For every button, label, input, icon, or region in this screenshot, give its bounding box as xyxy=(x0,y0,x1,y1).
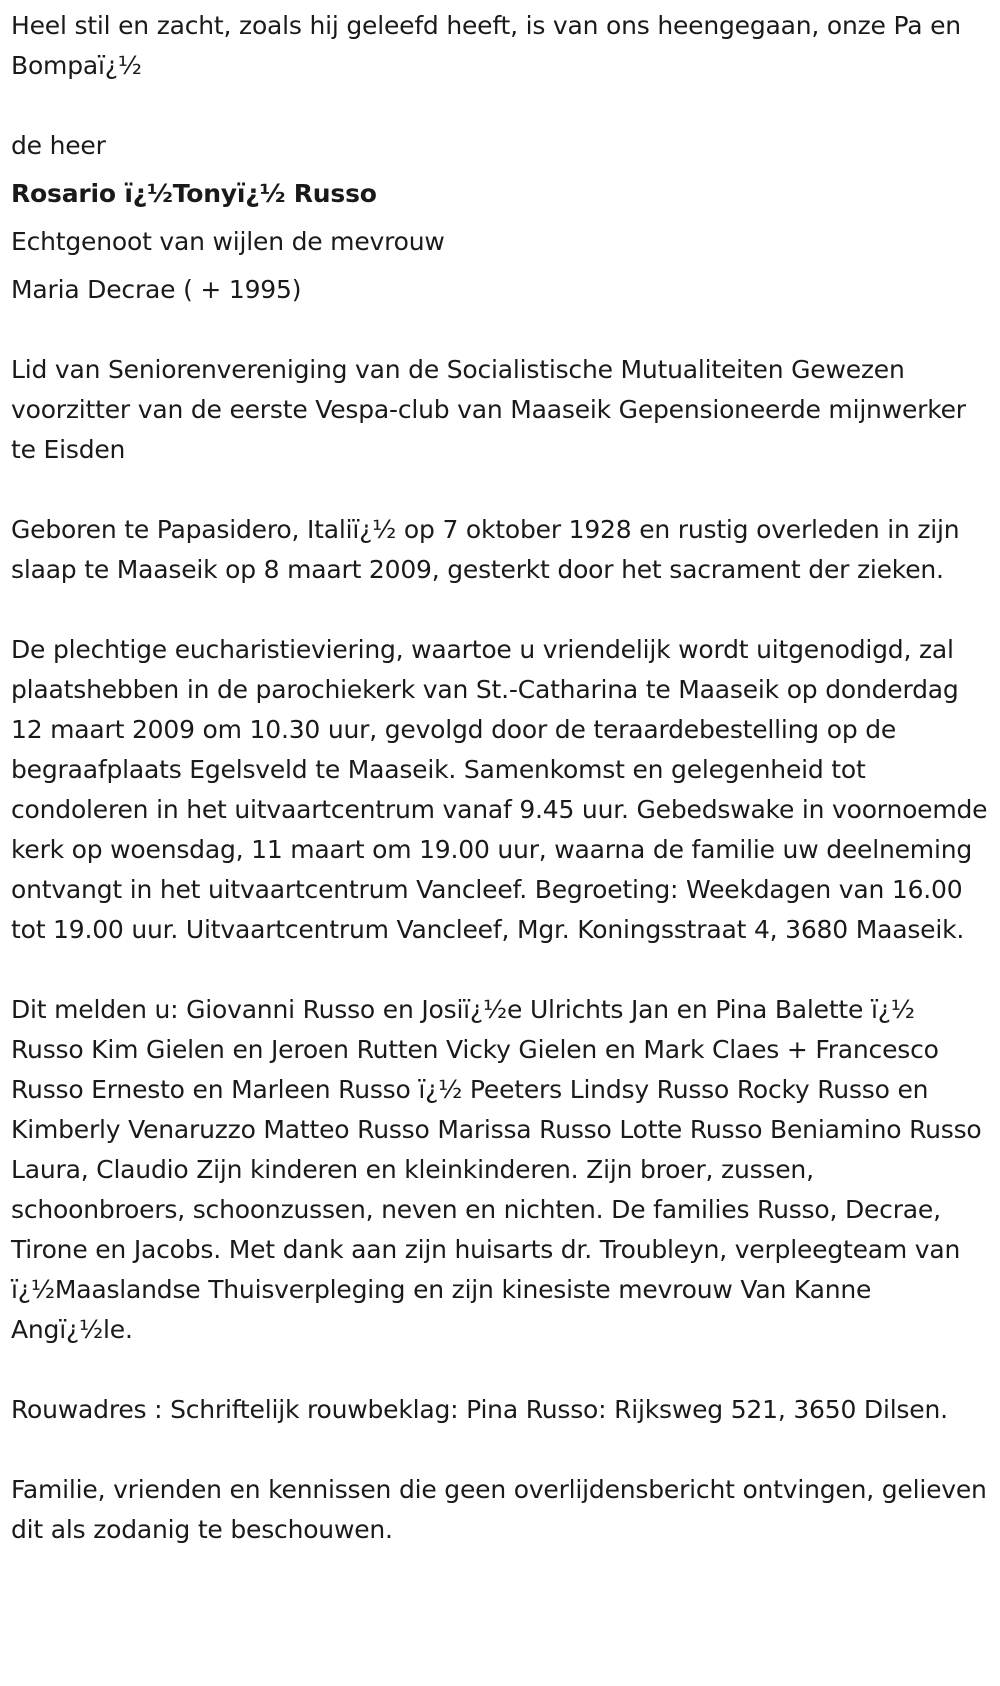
spacer xyxy=(11,590,990,630)
closing-text: Familie, vrienden en kennissen die geen overlijdensbericht ontvingen, gelieven dit als zodanig te beschouwen. xyxy=(11,1475,987,1544)
spacer xyxy=(11,950,990,990)
salutation: de heer xyxy=(11,131,106,160)
spouse-line-1: Echtgenoot van wijlen de mevrouw xyxy=(11,227,445,256)
intro-text: Heel stil en zacht, zoals hij geleefd heeft, is van ons heengegaan, onze Pa en Bompaï¿½ xyxy=(11,11,961,80)
family-text: Dit melden u: Giovanni Russo en Josiï¿½e Ulrichts Jan en Pina Balette ï¿½ Russo Kim Gielen en Jeroen Rutten Vicky Gielen en Mark Claes + Francesco Russo Ernesto en Marleen Russo ï¿½ Peeters Lindsy Russo Rocky Russo en Kimberly Venaruzzo Matteo Russo Marissa Russo Lotte Russo Beniamino Russo Laura, Claudio Zijn kinderen en kleinkinderen. Zijn broer, zussen, schoonbroers, schoonzussen, neven en nichten. De families Russo, Decrae, Tirone en Jacobs. Met dank aan zijn huisarts dr. Troubleyn, verpleegteam van ï¿½Maaslandse Thuisverpleging en zijn kinesiste mevrouw Van Kanne Angï¿½le. xyxy=(11,995,982,1344)
deceased-name: Rosario ï¿½Tonyï¿½ Russo xyxy=(11,179,377,208)
spacer xyxy=(11,214,990,222)
spouse-line-2: Maria Decrae ( + 1995) xyxy=(11,275,302,304)
membership-text: Lid van Seniorenvereniging van de Socialistische Mutualiteiten Gewezen voorzitter van de eerste Vespa-club van Maaseik Gepensioneerde mijnwerker te Eisden xyxy=(11,355,966,464)
spacer xyxy=(11,470,990,510)
spacer xyxy=(11,262,990,270)
ceremony-text: De plechtige eucharistieviering, waartoe u vriendelijk wordt uitgenodigd, zal plaatshebben in de parochiekerk van St.-Catharina te Maaseik op donderdag 12 maart 2009 om 10.30 uur, gevolgd door de teraardebestelling op de begraafplaats Egelsveld te Maaseik. Samenkomst en gelegenheid tot condoleren in het uitvaartcentrum vanaf 9.45 uur. Gebedswake in voornoemde kerk op woensdag, 11 maart om 19.00 uur, waarna de familie uw deelneming ontvangt in het uitvaartcentrum Vancleef. Begroeting: Weekdagen van 16.00 tot 19.00 uur. Uitvaartcentrum Vancleef, Mgr. Koningsstraat 4, 3680 Maaseik. xyxy=(11,635,988,944)
address-text: Rouwadres : Schriftelijk rouwbeklag: Pina Russo: Rijksweg 521, 3650 Dilsen. xyxy=(11,1395,948,1424)
birth-death-text: Geboren te Papasidero, Italiï¿½ op 7 oktober 1928 en rustig overleden in zijn slaap te Maaseik op 8 maart 2009, gesterkt door het sacrament der zieken. xyxy=(11,515,960,584)
spacer xyxy=(11,1350,990,1390)
spacer xyxy=(11,310,990,350)
spacer xyxy=(11,166,990,174)
spacer xyxy=(11,1430,990,1470)
spacer xyxy=(11,86,990,126)
